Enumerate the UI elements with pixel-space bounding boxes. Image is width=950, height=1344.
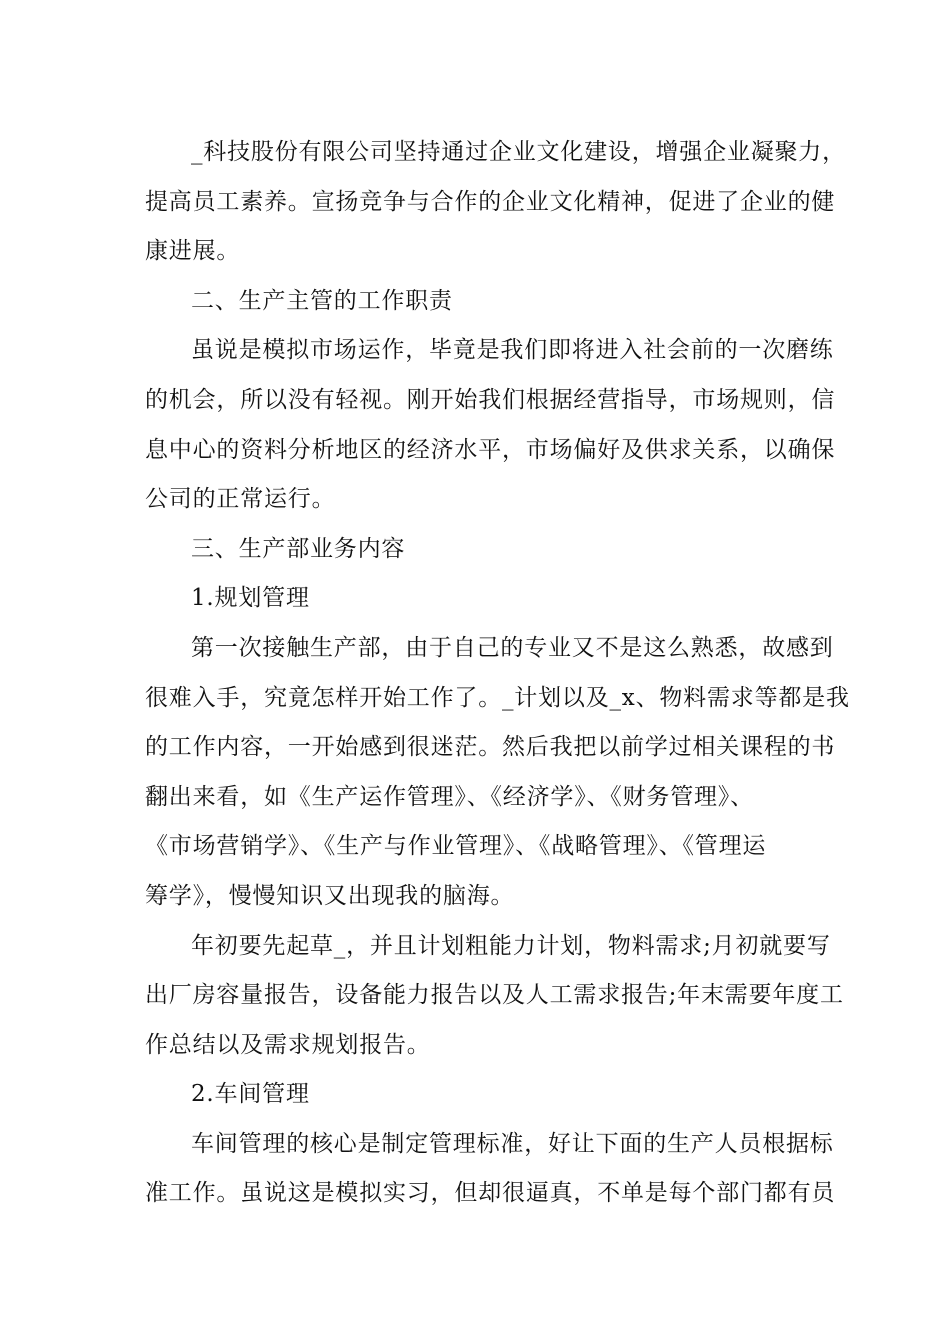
body-paragraph	[145, 326, 836, 524]
text-line: 二、生产主管的工作职责	[191, 287, 453, 314]
text-line: 康进展。	[145, 238, 241, 265]
text-line: 虽说是模拟市场运作，毕竟是我们即将进入社会前的一次磨练	[191, 337, 834, 364]
text-line: 公司的正常运行。	[145, 486, 336, 513]
text-line: 翻出来看，如《生产运作管理》、《经济学》、《财务管理》、	[145, 783, 754, 810]
body-paragraph	[145, 922, 844, 1071]
text-line: 第一次接触生产部，由于自己的专业又不是这么熟悉，故感到	[191, 634, 834, 661]
section-heading	[145, 525, 810, 575]
text-line: 很难入手，究竟怎样开始工作了。_计划以及_x、物料需求等都是我	[145, 684, 850, 711]
text-line: 1.规划管理	[191, 585, 310, 612]
text-line: 提高员工素养。宣扬竞争与合作的企业文化精神，促进了企业的健	[145, 188, 836, 215]
section-heading	[145, 1070, 810, 1120]
text-line: 准工作。虽说这是模拟实习，但却很逼真，不单是每个部门都有员	[145, 1180, 836, 1207]
text-line: 三、生产部业务内容	[191, 535, 406, 562]
document-body	[145, 128, 850, 1219]
section-heading	[145, 277, 810, 327]
text-line: _科技股份有限公司坚持通过企业文化建设，增强企业凝聚力，	[191, 139, 846, 165]
text-line: 出厂房容量报告，设备能力报告以及人工需求报告;年末需要年度工	[145, 982, 844, 1009]
text-line: 年初要先起草_，并且计划粗能力计划，物料需求;月初就要写	[191, 932, 831, 959]
section-heading	[145, 574, 810, 624]
text-line: 筹学》，慢慢知识又出现我的脑海。	[145, 882, 515, 909]
text-line: 的工作内容，一开始感到很迷茫。然后我把以前学过相关课程的书	[145, 734, 836, 761]
text-line: 息中心的资料分析地区的经济水平，市场偏好及供求关系，以确保	[145, 436, 836, 463]
body-paragraph	[145, 624, 850, 922]
text-line: 2.车间管理	[191, 1081, 310, 1108]
text-line: 作总结以及需求规划报告。	[145, 1031, 431, 1058]
body-paragraph	[145, 128, 846, 277]
text-line: 车间管理的核心是制定管理标准，好让下面的生产人员根据标	[191, 1130, 834, 1157]
text-line: 《市场营销学》、《生产与作业管理》、《战略管理》、《管理运	[145, 833, 767, 860]
body-paragraph	[145, 1120, 836, 1219]
text-line: 的机会，所以没有轻视。刚开始我们根据经营指导，市场规则，信	[145, 386, 836, 413]
